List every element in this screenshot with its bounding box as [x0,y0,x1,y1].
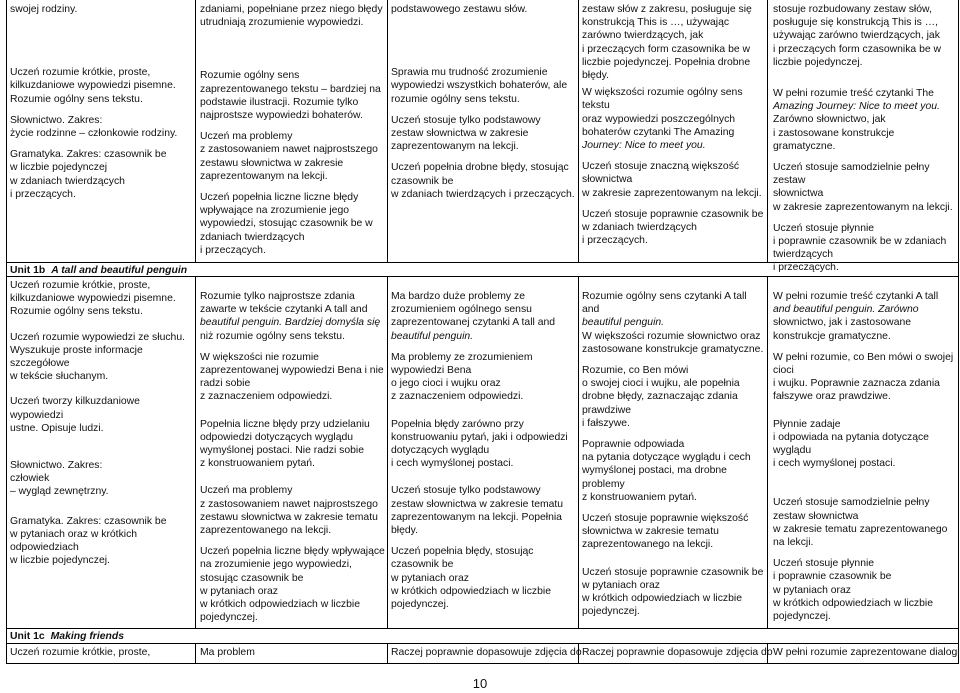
grade-text: podstawowego zestawu słów. [391,4,528,15]
grade-cell [391,646,582,662]
grid-line [195,643,196,664]
grade-text: W większości nie rozumie zaprezentowanej wypowiedzi Bena i nie radzi sobie z zaznaczeniem odpowiedzi. [200,351,384,403]
grade-cell [582,646,773,662]
grade-text: Uczeń popełnia błędy, stosując czasownik be w pytaniach oraz w krótkich odpowiedziach w liczbie pojedynczej. [391,546,551,611]
grade-text: Sprawia mu trudność zrozumienie wypowiedzi wszystkich bohaterów, ale rozumie ogólny sens tekstu. [391,67,568,105]
grade-cell [391,3,576,261]
grid-line [387,643,388,664]
requirement-text: Uczeń tworzy kilkuzdaniowe wypowiedzi ustne. Opisuje ludzi. [10,396,140,434]
grid-line [958,262,959,628]
grade-text: Uczeń ma problemy z zastosowaniem nawet najprostszego zestawu słownictwa w zakresie zaprezentowanym na lekcji. [200,131,378,182]
grade-cell [391,290,576,628]
grade-text: zdaniami, popełniane przez niego błędy utrudniają zrozumienie wypowiedzi. [200,4,383,29]
requirement-text: Gramatyka. Zakres: czasownik be w pytaniach oraz w krótkich odpowiedziach w liczbie pojedynczej. [10,515,167,567]
grid-line [578,276,579,628]
grid-line [6,0,7,262]
grid-line [958,628,959,664]
page-number: 10 [472,676,488,691]
grade-text: Uczeń stosuje płynnie i poprawnie czasownik be w pytaniach oraz w krótkich odpowiedziach w liczbie pojedynczej. [773,558,933,623]
grade-text: Uczeń popełnia liczne błędy wpływające na zrozumienie jego wypowiedzi, stosując czasownik be w pytaniach oraz w krótkich odpowiedziach w liczbie pojedynczej. [200,546,385,624]
grade-text: Uczeń stosuje samodzielnie pełny zestaw słownictwa w zakresie zaprezentowanym na lekcji. [773,162,953,213]
grade-text: Rozumie, co Ben mówi o swojej cioci i wujku, ale popełnia drobne błędy, zaznaczając zdania prawdziwe i fałszywe. [582,365,740,429]
unit-code: Unit 1b [10,265,46,276]
grid-line [958,0,959,262]
grade-text: Uczeń stosuje poprawnie czasownik be w zdaniach twierdzących i przeczących. [582,208,764,247]
grid-line [195,276,196,628]
grade-text: Ma problem [200,647,255,658]
grade-text: Raczej poprawnie dopasowuje zdjęcia do [391,647,582,658]
grade-text: Rozumie ogólny sens zaprezentowanego tekstu – bardziej na podstawie ilustracji. Rozumie tylko najprostsze wypowiedzi bohaterów. [200,70,381,122]
grid-line [387,0,388,262]
grade-text: Popełnia błędy zarówno przy konstruowaniu pytań, jaki i odpowiedzi dotyczących wyglądu i cech wymyślonej postaci. [391,418,568,470]
grade-text: Uczeń stosuje poprawnie czasownik be w pytaniach oraz w krótkich odpowiedziach w liczbie pojedynczej. [582,566,764,618]
grade-text: W pełni rozumie zaprezentowane dialogi [773,647,960,658]
requirements-cell [10,3,193,261]
requirement-text: Słownictwo. Zakres: życie rodzinne – członkowie rodziny. [10,114,178,140]
unit-header [10,630,124,643]
grid-line [767,0,768,262]
grid-line [767,276,768,628]
requirement-text: Uczeń rozumie wypowiedzi ze słuchu. Wyszukuje proste informacje szczegółowe w tekście słuchanym. [10,331,185,383]
grade-text: Rozumie tylko najprostsze zdania zawarte w tekście czytanki A tall and beautiful penguin. Bardziej domyśla się niż rozumie ogólny sens tekstu. [200,291,381,342]
grid-line [387,276,388,628]
grid-line [6,262,7,628]
grade-cell [773,3,958,274]
grade-text: Ma problemy ze zrozumieniem wypowiedzi Bena o jego cioci i wujku oraz z zaznaczeniem odpowiedzi. [391,351,533,403]
grade-text: Raczej poprawnie dopasowuje zdjęcia do [582,647,773,658]
grade-text: stosuje rozbudowany zestaw słów, posługuje się konstrukcją This is …, używając zarówno twierdzących, jak i przeczących form czasownika be w liczbie pojedynczej. [773,4,942,68]
grade-text: Uczeń stosuje samodzielnie pełny zestaw słownictwa w zakresie tematu zaprezentowanego na lekcji. [773,497,948,549]
grade-text: Uczeń ma problemy z zastosowaniem nawet najprostszego zestawu słownictwa w zakresie tematu zaprezentowanego na lekcji. [200,485,378,537]
grade-text: Uczeń stosuje znaczną większość słownictwa w zakresie zaprezentowanym na lekcji. [582,161,762,199]
unit-code: Unit 1c [10,631,45,642]
grade-text: W pełni rozumie treść czytanki A tall and beautiful penguin. Zarówno słownictwo, jak i zastosowane konstrukcje gramatyczne. [773,291,939,342]
requirements-cell [10,279,193,627]
requirement-text: Słownictwo. Zakres: człowiek – wygląd zewnętrzny. [10,460,109,498]
unit-header [10,264,187,277]
grid-line [195,0,196,262]
grade-cell [773,646,958,662]
requirement-text: swojej rodziny. [10,4,78,15]
requirement-text: Uczeń rozumie krótkie, proste, kilkuzdaniowe wypowiedzi pisemne. Rozumie ogólny sens tekstu. [10,280,176,318]
grade-cell [200,3,385,261]
grid-line [578,0,579,262]
grade-text: Popełnia liczne błędy przy udzielaniu odpowiedzi dotyczących wyglądu wymyślonej postaci. Nie radzi sobie z konstruowaniem pytań. [200,418,370,470]
grade-text: W pełni rozumie treść czytanki The Amazing Journey: Nice to meet you. Zarówno słownictwo, jak i zastosowane konstrukcje gramatyczne. [773,88,940,152]
grade-text: Uczeń popełnia drobne błędy, stosując czasownik be w zdaniach twierdzących i przeczących. [391,162,575,200]
grade-text: Płynnie zadaje i odpowiada na pytania dotyczące wyglądu i cech wymyślonej postaci. [773,418,929,470]
grid-line [6,663,958,664]
grid-line [6,628,7,664]
grade-text: Uczeń stosuje poprawnie większość słownictwa w zakresie tematu zaprezentowanego na lekcji. [582,513,749,551]
requirements-cell [10,646,194,662]
grade-text: W pełni rozumie, co Ben mówi o swojej cioci i wujku. Poprawnie zaznacza zdania fałszywe oraz prawdziwe. [773,351,954,403]
grade-text: W większości rozumie ogólny sens tekstu oraz wypowiedzi poszczególnych bohaterów czytanki The Amazing Journey: Nice to meet you. [582,87,743,152]
grade-text: Rozumie ogólny sens czytanki A tall and beautiful penguin. W większości rozumie słownictwo oraz zastosowane konstrukcje gramatyczne. [582,291,764,355]
grade-cell [582,3,766,261]
grid-line [6,628,958,629]
grade-text: zestaw słów z zakresu, posługuje się konstrukcją This is …, używając zarówno twierdzących, jak i przeczących form czasownika be w liczbie pojedynczej. Popełnia drobne błędy. [582,4,752,82]
grade-text: Uczeń stosuje płynnie i poprawnie czasownik be w zdaniach twierdzących i przeczących. [773,222,947,274]
grade-cell [773,290,958,628]
grade-cell [200,290,385,628]
grade-text: Poprawnie odpowiada na pytania dotyczące wyglądu i cech wymyślonej postaci, ma drobne problemy z konstruowaniem pytań. [582,439,751,503]
unit-title: A tall and beautiful penguin [51,265,188,276]
grade-text: Uczeń stosuje tylko podstawowy zestaw słownictwa w zakresie zaprezentowanym na lekcji. [391,114,541,153]
grade-text: Ma bardzo duże problemy ze zrozumieniem ogólnego sensu zaprezentowanej czytanki A tall and beautiful penguin. [391,291,556,342]
grade-text: Uczeń stosuje tylko podstawowy zestaw słownictwa w zakresie tematu zaprezentowanym na lekcji. Popełnia błędy. [391,485,564,537]
grade-cell [582,290,766,628]
unit-title: Making friends [50,631,124,642]
grade-text: Uczeń popełnia liczne liczne błędy wpływające na zrozumienie jego wypowiedzi, stosując czasownik be w zdaniach twierdzących i przeczących. [200,192,373,256]
requirement-text: Uczeń rozumie krótkie, proste, kilkuzdaniowe wypowiedzi pisemne. Rozumie ogólny sens tekstu. [10,67,176,105]
grid-line [6,643,958,644]
requirement-text: Uczeń rozumie krótkie, proste, [10,647,151,658]
grade-cell [200,646,385,662]
requirement-text: Gramatyka. Zakres: czasownik be w liczbie pojedynczej w zdaniach twierdzących i przeczących. [10,149,167,200]
